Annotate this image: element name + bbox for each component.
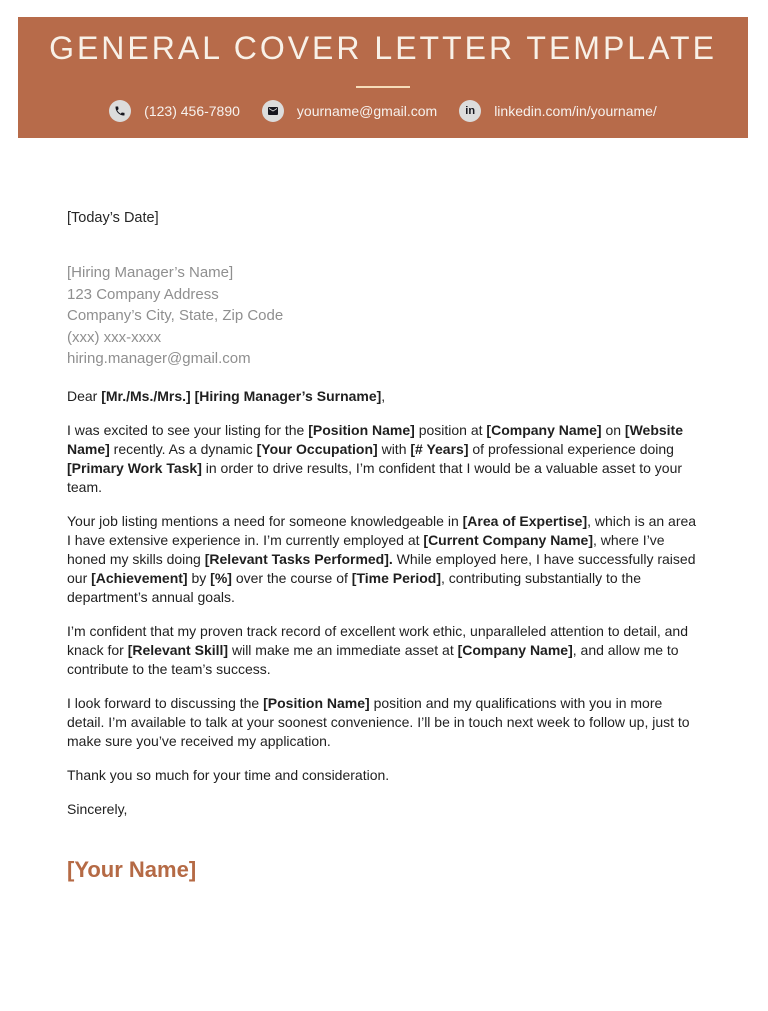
recipient-line: Company’s City, State, Zip Code [67,307,284,324]
header-band [18,17,748,138]
text-run: recently. As a dynamic [109,440,257,457]
placeholder-bold: [Relevant Tasks Performed]. [204,550,393,567]
placeholder-bold: [Position Name] [308,421,415,438]
greeting-line [67,387,701,406]
paragraphs [67,421,701,785]
text-run: I’m confident that my proven track record of excellent work ethic, unparalleled attention to detail, and knack for [67,622,689,658]
placeholder-bold: [Relevant Skill] [127,641,229,658]
placeholder-bold: [Area of Expertise] [462,512,588,529]
contact-row [109,100,657,122]
text-run: of professional experience doing [468,440,674,457]
date-line: [Today’s Date] [67,210,159,226]
text-run: I was excited to see your listing for the [67,421,309,438]
text-run: , [381,387,386,404]
linkedin-url: linkedin.com/in/yourname/ [494,103,657,119]
placeholder-bold: [Company Name] [486,421,602,438]
text-run: position at [414,421,487,438]
placeholder-bold: [Website Name] [67,421,684,457]
signature-name: [Your Name] [67,856,197,882]
cover-letter-page [0,17,768,1011]
phone-icon [109,100,131,122]
recipient-line: (xxx) xxx-xxxx [67,328,162,346]
placeholder-bold: [Company Name] [457,641,573,658]
text-run: by [187,569,211,586]
placeholder-bold: [Time Period] [351,569,441,586]
recipient-line: hiring.manager@gmail.com [67,350,251,367]
text-run: While employed here, I have successfully raised our [67,550,696,586]
letter-paragraph [67,622,701,679]
linkedin-in-glyph: in [465,104,476,117]
placeholder-bold: [Primary Work Task] [67,459,202,476]
recipient-line: 123 Company Address [67,285,219,303]
letter-paragraph [67,766,701,785]
text-run: Your job listing mentions a need for someone knowledgeable in [67,512,463,529]
placeholder-bold: [Mr./Ms./Mrs.] [101,387,191,404]
text-run: , which is an area I have extensive experience in. I’m currently employed at [67,512,697,548]
closing-line: Sincerely, [67,800,128,817]
text-run: in order to drive results, I’m confident that I would be a valuable asset to your team. [67,459,683,495]
text-run: will make me an immediate asset at [228,641,458,658]
email-icon [262,100,284,122]
text-run: Dear [67,387,102,404]
phone-number: (123) 456-7890 [144,103,240,119]
letter-paragraph [67,512,701,607]
placeholder-bold: [Achievement] [91,569,188,586]
linkedin-icon [459,100,481,122]
contact-email [262,100,437,122]
text-run: , and allow me to contribute to the team’s success. [67,641,679,677]
placeholder-bold: [Your Occupation] [256,440,378,457]
text-run: over the course of [231,569,352,586]
placeholder-bold: [Current Company Name] [423,531,593,548]
page-title: GENERAL COVER LETTER TEMPLATE [49,30,717,66]
placeholder-bold: [Hiring Manager’s Surname] [194,387,382,404]
text-run: , contributing substantially to the department’s annual goals. [67,569,642,605]
text-run: position and my qualifications with you in more detail. I’m available to talk at your soonest convenience. I’ll be in touch next week to follow up, just to make sure you’ve received my application. [67,694,690,749]
recipient-block [67,262,701,370]
text-run: I look forward to discussing the [67,694,264,711]
placeholder-bold: [# Years] [410,440,469,457]
text-run: with [377,440,411,457]
text-run: on [601,421,625,438]
placeholder-bold: [Position Name] [263,694,370,711]
text-run: Thank you so much for your time and consideration. [67,766,390,783]
text-run: , where I’ve honed my skills doing [67,531,665,567]
email-address: yourname@gmail.com [296,103,438,119]
contact-linkedin [459,100,657,122]
contact-phone [109,100,240,122]
recipient-line: [Hiring Manager’s Name] [67,264,234,281]
title-divider [356,86,410,88]
letter-paragraph [67,694,701,751]
placeholder-bold: [%] [210,569,232,586]
letter-paragraph [67,421,701,497]
letter-body [67,209,701,883]
